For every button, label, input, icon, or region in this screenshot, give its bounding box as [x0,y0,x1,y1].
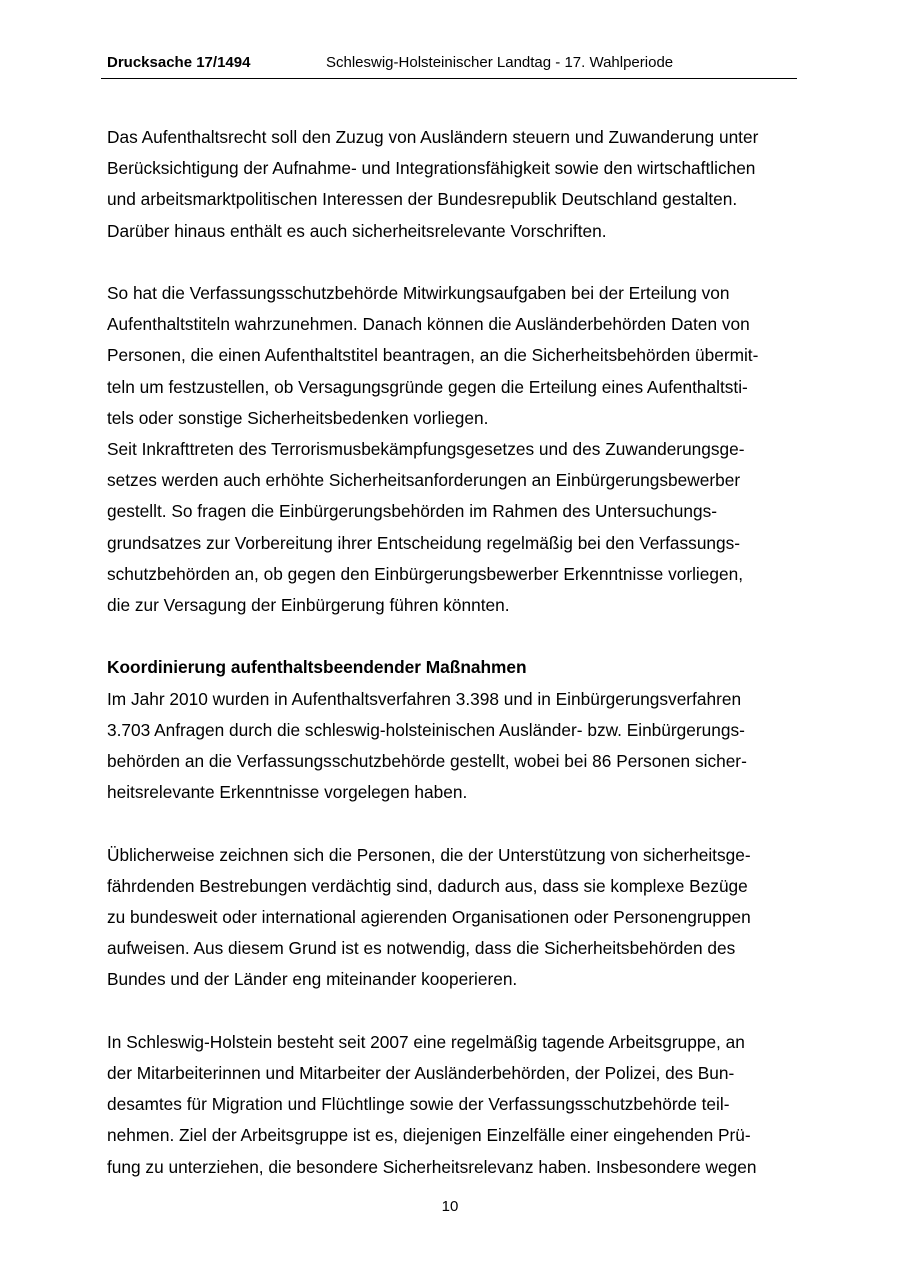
text-line: setzes werden auch erhöhte Sicherheitsanforderungen an Einbürgerungsbewerber [107,470,741,491]
text-line: fährdenden Bestrebungen verdächtig sind, dadurch aus, dass sie komplexe Bezüge [107,875,748,896]
text-line: Personen, die einen Aufenthaltstitel beantragen, an die Sicherheitsbehörden übermit- [107,345,759,366]
paragraph-spacer [107,808,797,839]
text-line: 3.703 Anfragen durch die schleswig-holsteinischen Ausländer- bzw. Einbürgerungs- [107,719,745,740]
text-line: aufweisen. Aus diesem Grund ist es notwendig, dass die Sicherheitsbehörden des [107,938,736,959]
text-line: der Mitarbeiterinnen und Mitarbeiter der Ausländerbehörden, der Polizei, des Bun- [107,1063,735,1084]
document-number: Drucksache 17/1494 [107,54,251,71]
text-line: schutzbehörden an, ob gegen den Einbürgerungsbewerber Erkenntnisse vorliegen, [107,563,743,584]
text-line: und arbeitsmarktpolitischen Interessen der Bundesrepublik Deutschland gestalten. [107,189,738,210]
paragraph-spacer [107,621,797,652]
text-line: Bundes und der Länder eng miteinander kooperieren. [107,969,518,990]
text-line: die zur Versagung der Einbürgerung führen könnten. [107,595,510,616]
text-line: teln um festzustellen, ob Versagungsgründe gegen die Erteilung eines Aufenthaltsti- [107,376,748,397]
page-number: 10 [441,1198,459,1215]
text-line: behörden an die Verfassungsschutzbehörde gestellt, wobei bei 86 Personen sicher- [107,751,747,772]
text-line: heitsrelevante Erkenntnisse vorgelegen haben. [107,782,468,803]
text-line: In Schleswig-Holstein besteht seit 2007 eine regelmäßig tagende Arbeitsgruppe, an [107,1031,745,1052]
text-line: Seit Inkrafttreten des Terrorismusbekämpfungsgesetzes und des Zuwanderungsge- [107,439,745,460]
paragraph [107,840,797,996]
text-line: gestellt. So fragen die Einbürgerungsbehörden im Rahmen des Untersuchungs- [107,501,718,522]
paragraph [107,652,797,808]
text-line: desamtes für Migration und Flüchtlinge sowie der Verfassungsschutzbehörde teil- [107,1094,730,1115]
page-header [101,52,797,79]
parliament-title: Schleswig-Holsteinischer Landtag - 17. Wahlperiode [326,54,674,71]
section-heading: Koordinierung aufenthaltsbeendender Maßnahmen [107,657,527,678]
text-line: Üblicherweise zeichnen sich die Personen, die der Unterstützung von sicherheitsge- [107,844,751,865]
text-line: Im Jahr 2010 wurden in Aufenthaltsverfahren 3.398 und in Einbürgerungsverfahren [107,688,742,709]
paragraph [107,1027,797,1183]
text-line: tels oder sonstige Sicherheitsbedenken vorliegen. [107,407,489,428]
paragraph [107,278,797,621]
text-line: Darüber hinaus enthält es auch sicherheitsrelevante Vorschriften. [107,220,607,241]
text-line: nehmen. Ziel der Arbeitsgruppe ist es, diejenigen Einzelfälle einer eingehenden Prü- [107,1125,751,1146]
text-line: Das Aufenthaltsrecht soll den Zuzug von Ausländern steuern und Zuwanderung unter [107,127,759,147]
text-line: Aufenthaltstiteln wahrzunehmen. Danach können die Ausländerbehörden Daten von [107,314,750,335]
paragraph-spacer [107,247,797,278]
text-line: fung zu unterziehen, die besondere Sicherheitsrelevanz haben. Insbesondere wegen [107,1156,757,1177]
document-body [107,122,797,1183]
paragraph-spacer [107,996,797,1027]
paragraph [107,122,797,247]
text-line: So hat die Verfassungsschutzbehörde Mitwirkungsaufgaben bei der Erteilung von [107,283,730,303]
text-line: Berücksichtigung der Aufnahme- und Integrationsfähigkeit sowie den wirtschaftlichen [107,158,756,179]
text-line: grundsatzes zur Vorbereitung ihrer Entscheidung regelmäßig bei den Verfassungs- [107,532,741,553]
text-line: zu bundesweit oder international agierenden Organisationen oder Personengruppen [107,907,751,928]
